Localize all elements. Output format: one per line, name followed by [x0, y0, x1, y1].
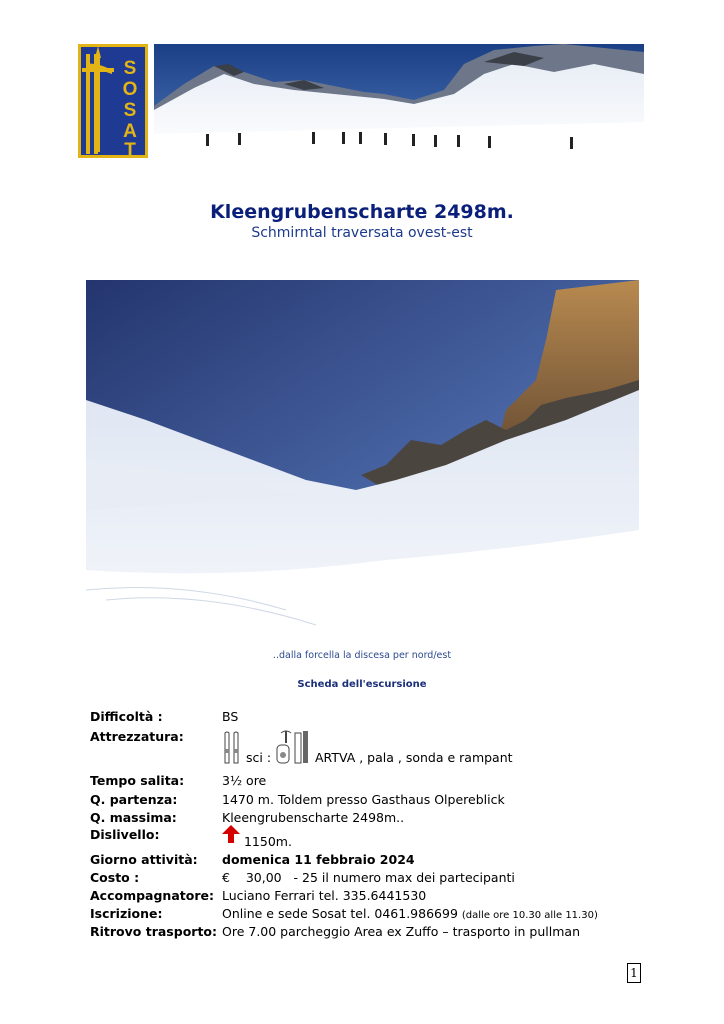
page-number: 1 — [627, 963, 641, 983]
attrezzatura-value — [222, 729, 513, 765]
logo-letter: S — [123, 100, 137, 121]
page-title: Kleengrubenscharte 2498m. — [210, 201, 514, 223]
label: Ritrovo trasporto: — [90, 924, 218, 939]
banner-image — [154, 44, 644, 158]
row-accompagnatore — [90, 888, 690, 906]
iscrizione-value — [222, 906, 598, 921]
iscrizione-note: (dalle ore 10.30 alle 11.30) — [461, 910, 598, 921]
page-subtitle: Schmirntal traversata ovest-est — [251, 225, 473, 241]
ski-icon — [222, 731, 242, 765]
logo-letter: O — [122, 79, 138, 100]
row-costo — [90, 870, 690, 888]
label: Costo : — [90, 870, 140, 885]
label: Iscrizione: — [90, 906, 163, 921]
label: Attrezzatura: — [90, 729, 184, 744]
label: Difficoltà : — [90, 709, 163, 724]
label: Giorno attività: — [90, 852, 198, 867]
main-photo — [86, 280, 639, 634]
label: Dislivello: — [90, 827, 160, 842]
logo-letter: A — [123, 121, 137, 142]
sci-label: sci : — [245, 750, 272, 765]
label: Q. massima: — [90, 810, 177, 825]
logo-letter: S — [123, 58, 137, 79]
photo-caption: ..dalla forcella la discesa per nord/est — [272, 650, 452, 661]
value: € 30,00 - 25 il numero max dei partecipanti — [222, 870, 515, 885]
sosat-logo — [78, 44, 148, 158]
value: 3½ ore — [222, 773, 267, 788]
value: Online e sede Sosat tel. 0461.986699 — [222, 906, 458, 921]
row-ritrovo — [90, 924, 690, 942]
row-iscrizione — [90, 906, 690, 924]
label: Tempo salita: — [90, 773, 185, 788]
logo-letter: T — [124, 140, 136, 158]
attrezzatura-rest: ARTVA , pala , sonda e rampant — [315, 750, 513, 765]
row-tempo — [90, 773, 690, 791]
avalanche-kit-icon — [275, 729, 311, 765]
row-partenza — [90, 792, 690, 810]
dislivello-value — [222, 825, 292, 849]
value: domenica 11 febbraio 2024 — [222, 852, 415, 867]
label: Q. partenza: — [90, 792, 178, 807]
value: Ore 7.00 parcheggio Area ex Zuffo – trasporto in pullman — [222, 924, 580, 939]
row-massima — [90, 810, 690, 828]
up-arrow-icon — [222, 825, 240, 843]
label: Accompagnatore: — [90, 888, 214, 903]
row-difficolta — [90, 709, 690, 727]
row-giorno — [90, 852, 690, 870]
value: BS — [222, 709, 239, 724]
value: 1470 m. Toldem presso Gasthaus Olpereblick — [222, 792, 505, 807]
row-dislivello — [90, 827, 690, 851]
dislivello-text: 1150m. — [243, 834, 292, 849]
title-block — [0, 200, 724, 242]
value: Luciano Ferrari tel. 335.6441530 — [222, 888, 427, 903]
row-attrezzatura — [90, 729, 690, 769]
section-title: Scheda dell'escursione — [297, 679, 427, 690]
value: Kleengrubenscharte 2498m.. — [222, 810, 405, 825]
